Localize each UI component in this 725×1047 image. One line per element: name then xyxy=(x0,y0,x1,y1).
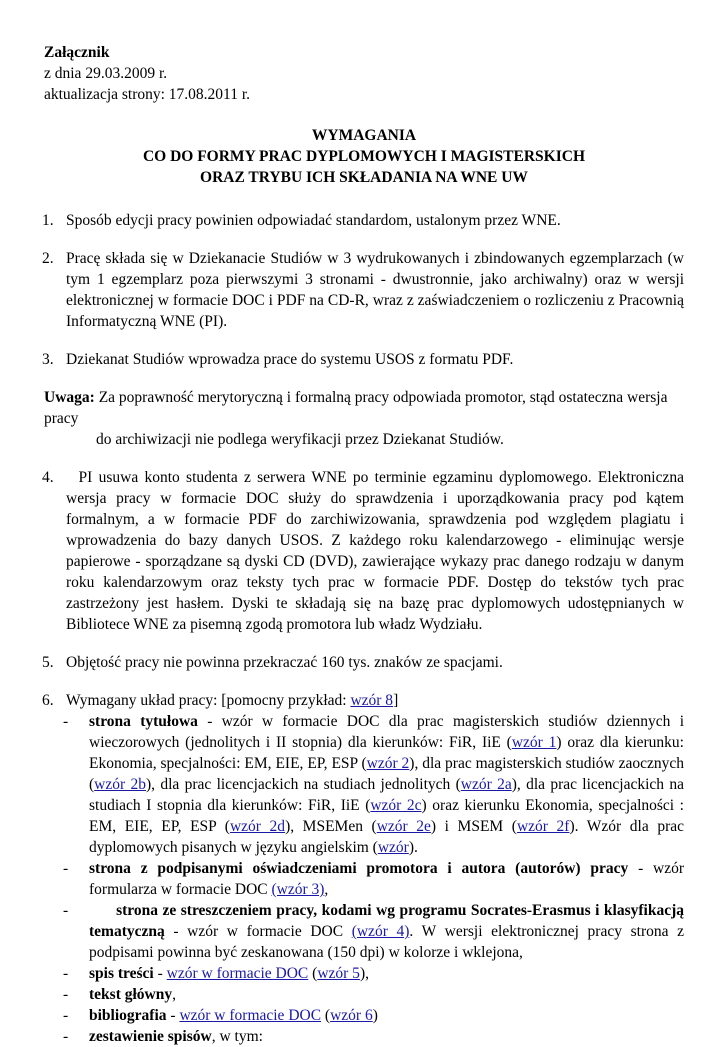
layout-item-main-text: - tekst główny, xyxy=(63,986,176,1003)
title-line-1: WYMAGANIA xyxy=(311,127,417,144)
link-wzor-3[interactable]: (wzór 3) xyxy=(271,881,325,898)
link-wzor-8[interactable]: wzór 8 xyxy=(350,692,394,709)
list-item-2 xyxy=(44,248,684,332)
layout-item-title-page: - strona tytułowa - wzór w formacie DOC dla prac magisterskich studiów dziennych i wieczorowych (jednolitych i II stopnia) dla kierunków: FiR, IiE (wzór 1) oraz dla kierunku: Ekonomia, specjalności: EM, EIE, EP, ESP (wzór 2), dla prac magisterskich studiów zaocznych (wzór 2b), dla prac licencjackich na studiach jednolitych (wzór 2a), dla prac licencjackich na studiach I stopnia dla kierunków: FiR, IiE (wzór 2c) oraz kierunku Ekonomia, specjalności : EM, EIE, EP, ESP (wzór 2d), MSEMen (wzór 2e) i MSEM (wzór 2f). Wzór dla prac dyplomowych pisanych w języku angielskim (wzór). xyxy=(63,713,685,856)
item-text: Sposób edycji pracy powinien odpowiadać standardom, ustalonym przez WNE. xyxy=(66,212,561,229)
list-item-3 xyxy=(44,349,684,370)
item-bold-label: tekst główny xyxy=(89,986,173,1003)
layout-item-toc: - spis treści - wzór w formacie DOC (wzór 5), xyxy=(63,965,369,982)
link-wzor-6[interactable]: wzór 6 xyxy=(330,1007,373,1024)
item-number: 4. xyxy=(42,469,54,486)
item-bold-label: bibliografia xyxy=(89,1007,167,1024)
document-header xyxy=(44,42,684,105)
note-label: Uwaga: xyxy=(44,389,95,406)
list-item-1 xyxy=(44,210,684,231)
link-wzor-2d[interactable]: wzór 2d xyxy=(229,818,286,835)
item-number: 1. xyxy=(42,212,54,229)
title-line-3: ORAZ TRYBU ICH SKŁADANIA NA WNE UW xyxy=(200,169,528,186)
item-number: 2. xyxy=(42,250,54,267)
note-text-line-1: Za poprawność merytoryczną i formalną pracy odpowiada promotor, stąd ostateczna wersja pracy xyxy=(44,389,668,427)
link-wzor-2f[interactable]: wzór 2f xyxy=(516,818,570,835)
item-text: Dziekanat Studiów wprowadza prace do systemu USOS z formatu PDF. xyxy=(66,351,514,368)
layout-list xyxy=(44,711,688,1047)
list-item-6: 6. Wymagany układ pracy: [pomocny przykład: wzór 8] xyxy=(42,692,399,709)
link-wzor-2c[interactable]: wzór 2c xyxy=(370,797,422,814)
link-wzor-1[interactable]: wzór 1 xyxy=(511,734,557,751)
list-item-4 xyxy=(42,467,688,635)
item-text: Objętość pracy nie powinna przekraczać 160 tys. znaków ze spacjami. xyxy=(66,654,503,671)
list-item-5 xyxy=(44,652,684,673)
link-doc-format-bibliography[interactable]: wzór w formacie DOC xyxy=(179,1007,322,1024)
link-doc-format-toc[interactable]: wzór w formacie DOC xyxy=(166,965,309,982)
link-wzor-2a[interactable]: wzór 2a xyxy=(460,776,512,793)
link-wzor-2b[interactable]: wzór 2b xyxy=(94,776,146,793)
note-text-line-2: do archiwizacji nie podlega weryfikacji przez Dziekanat Studiów. xyxy=(96,431,504,448)
layout-item-bibliography: - bibliografia - wzór w formacie DOC (wzór 6) xyxy=(63,1007,378,1024)
attachment-title: Załącznik xyxy=(44,44,110,61)
item-number: 3. xyxy=(42,351,54,368)
item-text: PI usuwa konto studenta z serwera WNE po terminie egzaminu dyplomowego. Elektroniczna wersja pracy w formacie DOC służy do sprawdzenia i uporządkowania pracy pod kątem formalnym, a w formacie PDF do zarchiwizowania, sprawdzenia pod względem plagiatu i wprowadzenia do bazy danych USOS. Z każdego roku kalendarzowego - eliminując wersje papierowe - sporządzane są dyski CD (DVD), zawierające wykazy prac danego rodzaju w danym roku kalendarzowym oraz teksty tych prac w formacie PDF. Dostęp do tekstów tych prac zastrzeżony jest hasłem. Dyski te składają się na bazę prac dyplomowych udostępnianych w Bibliotece WNE za pisemną zgodą promotora lub władz Wydziału. xyxy=(66,469,688,633)
item-number: 6. xyxy=(42,692,54,709)
item-number: 5. xyxy=(42,654,54,671)
page-title xyxy=(44,125,684,188)
layout-item-statements-page: - strona z podpisanymi oświadczeniami promotora i autora (autorów) pracy - wzór formularza w formacie DOC (wzór 3), xyxy=(63,860,685,898)
item-text: Pracę składa się w Dziekanacie Studiów w 3 wydrukowanych i zbindowanych egzemplarzach (w tym 1 egzemplarz poza pierwszymi 3 stronami - dwustronnie, jako archiwalny) oraz w wersji elektronicznej w formacie DOC i PDF na CD-R, wraz z zaświadczeniem o rozliczeniu z Pracownią Informatyczną WNE (PI). xyxy=(66,250,684,330)
item-bold-label: strona tytułowa xyxy=(89,713,198,730)
link-wzor-2e[interactable]: wzór 2e xyxy=(376,818,431,835)
title-line-2: CO DO FORMY PRAC DYPLOMOWYCH I MAGISTERSKICH xyxy=(142,148,586,165)
link-wzor-english[interactable]: wzór xyxy=(377,839,409,856)
item-bold-label: strona z podpisanymi oświadczeniami promotora i autora (autorów) pracy xyxy=(89,860,629,877)
layout-item-abstract-page: - strona ze streszczeniem pracy, kodami wg programu Socrates-Erasmus i klasyfikacją tematyczną - wzór w formacie DOC (wzór 4). W wersji elektronicznej pracy strona z podpisami powinna być zeskanowana (150 dpi) w kolorze i wklejona, xyxy=(63,902,688,961)
item-text: Wymagany układ pracy: [pomocny przykład: xyxy=(66,692,351,709)
link-wzor-5[interactable]: wzór 5 xyxy=(317,965,360,982)
link-wzor-4[interactable]: (wzór 4) xyxy=(351,923,410,940)
item-bold-label: zestawienie spisów xyxy=(89,1028,212,1045)
item-bold-label: spis treści xyxy=(89,965,154,982)
update-date: aktualizacja strony: 17.08.2011 r. xyxy=(44,86,251,103)
layout-item-lists: - zestawienie spisów, w tym: xyxy=(63,1028,263,1045)
note-paragraph xyxy=(44,387,684,450)
document-page xyxy=(42,42,688,1047)
link-wzor-2[interactable]: wzór 2 xyxy=(366,755,410,772)
item-bold-label: strona ze streszczeniem pracy, kodami wg programu Socrates-Erasmus i klasyfikacją tematyczną xyxy=(89,902,688,940)
document-date: z dnia 29.03.2009 r. xyxy=(44,65,168,82)
